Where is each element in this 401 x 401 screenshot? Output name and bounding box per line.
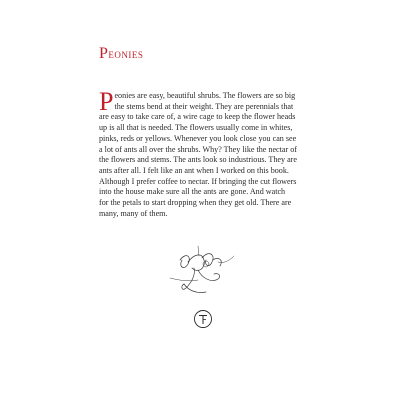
text-line: eonies are easy, beautiful shrubs. The flowers are so big (114, 91, 296, 100)
ink-sketch-illustration (158, 238, 248, 308)
page-title (99, 46, 143, 62)
title-rest: eonies (108, 46, 144, 61)
text-line: into the house make sure all the ants are gone. And watch (99, 187, 286, 197)
text-line: up is all that is needed. The flowers usually come in whites, (99, 123, 293, 133)
text-line: many, many of them. (99, 208, 168, 218)
text-line: a lot of ants all over the shrubs. Why? They like the nectar of (99, 144, 297, 154)
text-line: for the petals to start dropping when they get old. There are (99, 198, 292, 208)
body-paragraph (99, 87, 315, 219)
text-line: ants after all. I felt like an ant when I worked on this book. (99, 165, 289, 175)
text-line: Although I prefer coffee to nectar. If bringing the cut flowers (99, 176, 297, 186)
text-line: are easy to take care of, a wire cage to keep the flower heads (99, 112, 296, 122)
text-line: the stems bend at their weight. They are perennials that (114, 101, 294, 111)
monogram-emblem-icon (193, 309, 213, 329)
text-line: pinks, reds or yellows. Whenever you look close you can see (99, 133, 297, 143)
drop-cap: P (99, 87, 114, 116)
title-initial: P (99, 45, 109, 62)
text-line: the flowers and stems. The ants look so industrious. They are (99, 155, 297, 165)
